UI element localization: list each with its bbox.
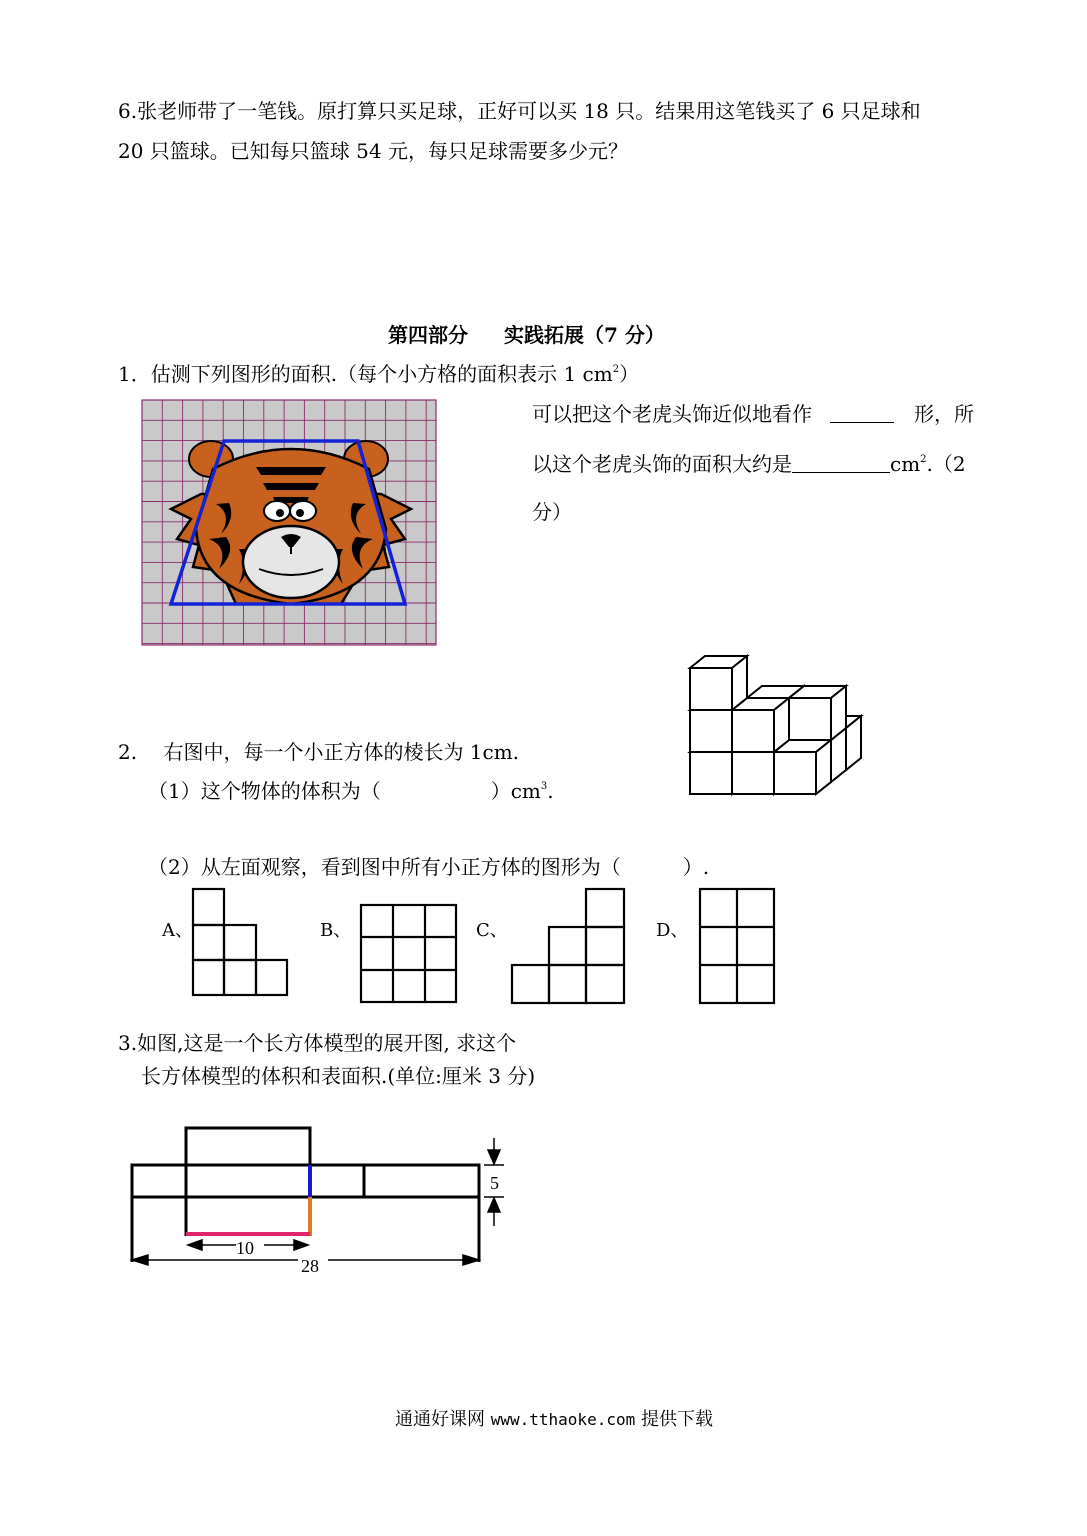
q6-line1: 6.张老师带了一笔钱。原打算只买足球，正好可以买 18 只。结果用这笔钱买了 6 只足球和 — [118, 99, 921, 123]
p1-text2c: .（2 — [926, 452, 966, 476]
p1-question-sup: 2 — [612, 364, 620, 375]
p1-text2a: 以这个老虎头饰的面积大约是 — [532, 452, 792, 476]
section-title: 实践拓展（7 分） — [504, 323, 665, 347]
option-c-figure — [510, 887, 630, 1007]
p2-question: 2. 右图中，每一个小正方体的棱长为 1cm. — [118, 740, 520, 764]
cube — [789, 686, 846, 740]
p2-sub2b: ）. — [682, 855, 710, 879]
p1-shape-blank[interactable] — [830, 404, 894, 423]
cuboid-net-figure — [128, 1124, 528, 1284]
p3-line1: 3.如图,这是一个长方体模型的展开图, 求这个 — [118, 1031, 517, 1055]
p1-text-line1 — [532, 404, 974, 424]
p2-sub1 — [148, 781, 554, 801]
dim-5-label: 5 — [490, 1173, 499, 1193]
cube-stack-figure — [686, 636, 866, 796]
tiger-grid-figure — [141, 399, 437, 646]
p1-question-end: ） — [619, 362, 640, 386]
footer-suffix: 提供下载 — [640, 1409, 713, 1430]
cube — [690, 656, 747, 710]
footer-site: 通通好课网 — [395, 1409, 485, 1430]
option-b-label: B、 — [320, 920, 352, 941]
option-d-figure — [698, 887, 778, 1007]
p2-sub1a: （1）这个物体的体积为（ — [148, 779, 381, 803]
p2-sub1c: . — [547, 779, 554, 803]
p1-text1b: 形，所 — [914, 402, 974, 426]
p2-sub2a: （2）从左面观察，看到图中所有小正方体的图形为（ — [148, 855, 621, 879]
p1-question — [118, 364, 639, 384]
p1-text1a: 可以把这个老虎头饰近似地看作 — [532, 402, 812, 426]
p1-text-line2 — [532, 454, 966, 474]
option-c-label: C、 — [476, 920, 508, 941]
p2-sub1b: ）cm — [490, 779, 541, 803]
option-d-label: D、 — [656, 920, 689, 941]
footer-url[interactable]: www.tthaoke.com — [490, 1410, 636, 1429]
dim-10-label: 10 — [236, 1238, 254, 1258]
p2-sub1-sup: 3 — [540, 781, 548, 792]
q6-line2: 20 只篮球。已知每只篮球 54 元，每只足球需要多少元？ — [118, 139, 628, 163]
section-heading — [388, 325, 665, 345]
option-a-figure — [192, 888, 292, 998]
cube — [732, 698, 789, 752]
option-b-figure — [360, 904, 460, 1004]
p2-sub2 — [148, 857, 709, 877]
p1-text-line3: 分） — [532, 500, 572, 524]
p1-question-text: 1．估测下列图形的面积.（每个小方格的面积表示 1 cm — [118, 362, 613, 386]
cube — [774, 740, 831, 794]
p1-text2b: cm — [890, 452, 921, 476]
p1-area-blank[interactable] — [792, 454, 890, 473]
dim-28-label: 28 — [301, 1256, 319, 1276]
option-a-label: A、 — [162, 920, 193, 941]
page-footer — [395, 1411, 713, 1429]
p3-line2: 长方体模型的体积和表面积.(单位:厘米 3 分) — [141, 1064, 536, 1088]
section-part: 第四部分 — [388, 323, 468, 347]
p1-text2-sup: 2 — [920, 454, 927, 465]
